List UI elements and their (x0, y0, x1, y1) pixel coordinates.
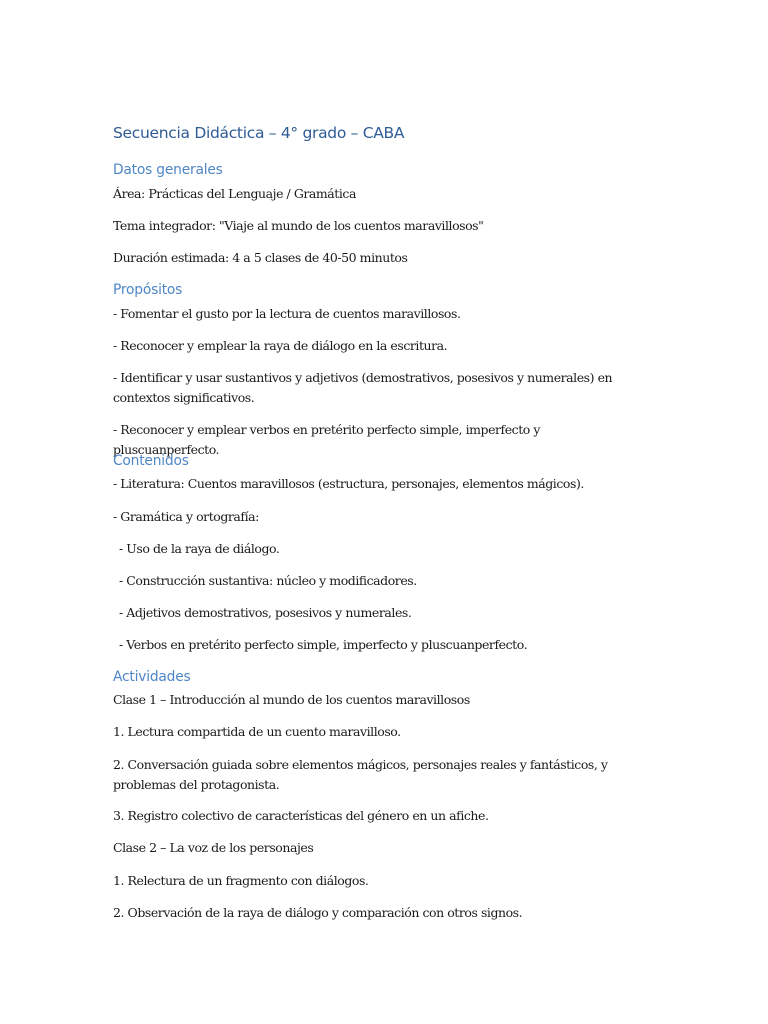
document-title: Secuencia Didáctica – 4° grado – CABA (113, 124, 405, 142)
heading-propositos: Propósitos (113, 282, 183, 298)
actividad-item: 2. Conversación guiada sobre elementos mágicos, personajes reales y fantásticos, y problemas del protagonista. (113, 757, 608, 792)
contenido-item: - Gramática y ortografía: (113, 509, 259, 524)
contenido-subitem: - Adjetivos demostrativos, posesivos y numerales. (119, 605, 412, 620)
heading-contenidos: Contenidos (113, 453, 189, 469)
contenido-item: - Literatura: Cuentos maravillosos (estructura, personajes, elementos mágicos). (113, 476, 584, 491)
contenido-subitem: - Verbos en pretérito perfecto simple, imperfecto y pluscuanperfecto. (119, 637, 528, 652)
actividad-item: 3. Registro colectivo de características del género en un afiche. (113, 808, 489, 823)
heading-datos-generales: Datos generales (113, 162, 223, 178)
proposito-item: - Identificar y usar sustantivos y adjetivos (demostrativos, posesivos y numerales) en contextos significativos. (113, 370, 613, 405)
paragraph-area: Área: Prácticas del Lenguaje / Gramática (113, 186, 356, 201)
paragraph-tema: Tema integrador: "Viaje al mundo de los cuentos maravillosos" (113, 218, 484, 233)
actividad-item: 2. Observación de la raya de diálogo y comparación con otros signos. (113, 905, 523, 920)
proposito-item: - Reconocer y emplear la raya de diálogo en la escritura. (113, 338, 448, 353)
heading-actividades: Actividades (113, 669, 191, 685)
contenido-subitem: - Construcción sustantiva: núcleo y modificadores. (119, 573, 417, 588)
actividad-clase-title: Clase 1 – Introducción al mundo de los cuentos maravillosos (113, 692, 470, 707)
proposito-item: - Fomentar el gusto por la lectura de cuentos maravillosos. (113, 306, 461, 321)
proposito-item: - Reconocer y emplear verbos en pretérito perfecto simple, imperfecto y pluscuanperfecto. (113, 422, 541, 457)
actividad-clase-title: Clase 2 – La voz de los personajes (113, 840, 314, 855)
actividad-item: 1. Relectura de un fragmento con diálogos. (113, 873, 369, 888)
paragraph-duracion: Duración estimada: 4 a 5 clases de 40-50 minutos (113, 250, 408, 265)
actividad-item: 1. Lectura compartida de un cuento maravilloso. (113, 724, 401, 739)
contenido-subitem: - Uso de la raya de diálogo. (119, 541, 280, 556)
